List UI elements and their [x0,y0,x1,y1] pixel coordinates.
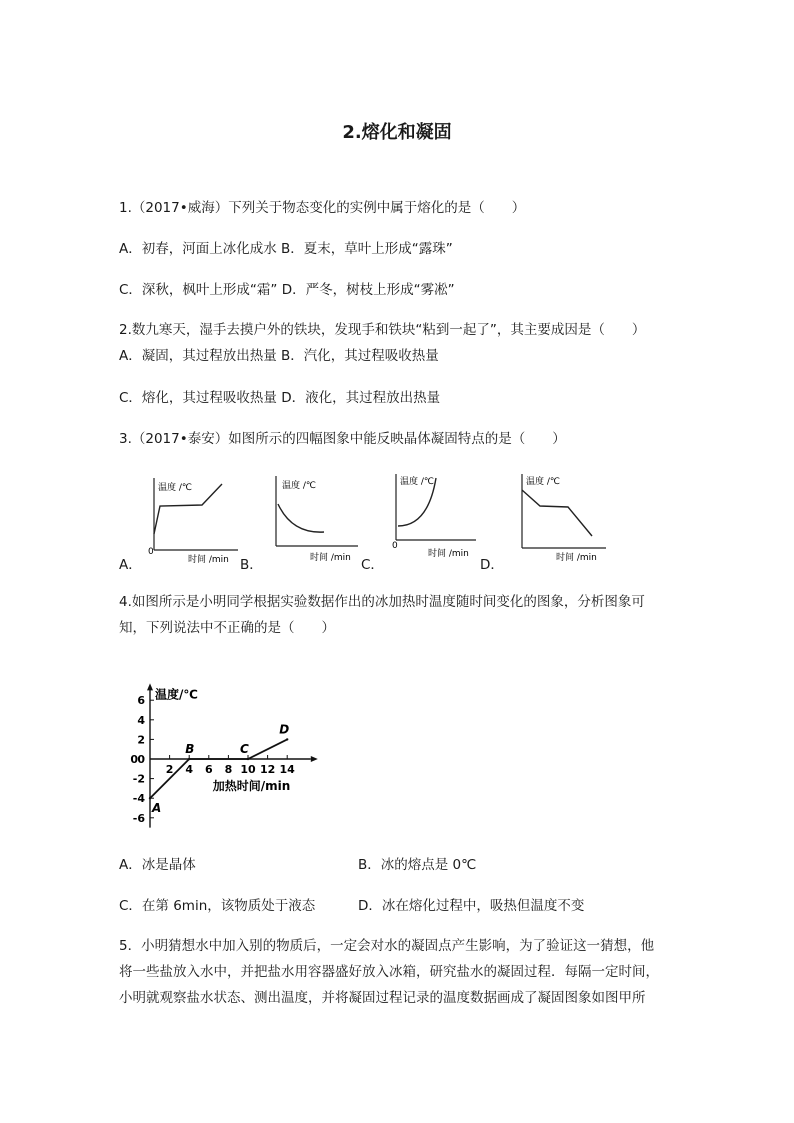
q4-point-label: D [279,722,290,737]
q4-x-tick-label: 2 [165,763,174,776]
q4-y-tick-label: 4 [137,713,145,727]
graph-c-origin: 0 [392,541,398,551]
q4-data-point [247,758,249,760]
q3-label-a: A． [119,557,142,573]
q4-x-tick-label: 14 [279,763,295,776]
q4-option-d: D．冰在熔化过程中，吸热但温度不变 [358,898,585,914]
q3-graph-a [140,472,240,564]
q4-origin-label: 0 [130,753,138,766]
graph-d-ylabel: 温度 /℃ [526,477,561,487]
q4-option-c: C．在第 6min，该物质处于液态 [119,898,316,914]
q3-label-c: C． [361,557,384,573]
q4-y-arrow [147,683,153,690]
q3-stem: 3.（2017•泰安）如图所示的四幅图象中能反映晶体凝固特点的是（ ） [119,431,566,447]
q4-point-label: C [240,742,249,756]
q5-line3: 小明就观察盐水状态、测出温度，并将凝固过程记录的温度数据画成了凝固图象如图甲所 [119,990,646,1006]
q4-x-tick-label: 12 [259,763,276,776]
graph-a-origin: 0 [148,547,154,557]
q4-data-point [188,758,190,760]
q2-stem: 2.数九寒天，湿手去摸户外的铁块，发现手和铁块“粘到一起了”，其主要成因是（ ） [119,322,646,338]
page-title: 2.熔化和凝固 [342,122,452,143]
q4-chart [110,670,340,830]
q4-y-tick-label: -6 [132,811,145,825]
q2-options-ab: A．凝固，其过程放出热量 B．汽化，其过程吸收热量 [119,348,439,364]
q3-graph-c [384,470,484,562]
graph-d-xlabel: 时间 /min [556,553,597,563]
q3-label-d: D． [480,557,504,573]
q1-options-ab: A．初春，河面上冰化成水 B．夏末，草叶上形成“露珠” [119,241,453,257]
q2-options-cd: C．熔化，其过程吸收热量 D．液化，其过程放出热量 [119,390,441,406]
q3-graph-d [510,470,610,564]
graph-c-xlabel: 时间 /min [428,549,469,559]
graph-a-xlabel: 时间 /min [188,555,229,564]
q4-x-tick-label: 6 [204,763,213,776]
q4-stem-line2: 知，下列说法中不正确的是（ ） [119,620,335,636]
graph-b-ylabel: 温度 /℃ [282,481,317,491]
q4-option-b: B．冰的熔点是 0℃ [358,857,477,873]
q4-stem-line1: 4.如图所示是小明同学根据实验数据作出的冰加热时温度随时间变化的图象，分析图象可 [119,594,645,610]
q5-line2: 将一些盐放入水中，并把盐水用容器盛好放入冰箱，研究盐水的凝固过程．每隔一定时间， [119,964,659,980]
q4-y-tick-label: 2 [137,733,145,747]
q4-x-tick-label: 8 [224,763,233,776]
q4-ylabel: 温度/℃ [155,687,198,702]
graph-a-ylabel: 温度 /℃ [158,483,193,493]
q1-options-cd: C．深秋，枫叶上形成“霜” D．严冬，树枝上形成“雾凇” [119,282,455,298]
graph-d-curve [522,490,592,536]
q4-point-label: B [185,742,195,756]
q4-x-arrow [311,756,318,762]
graph-c-ylabel: 温度 /℃ [400,477,435,487]
q4-option-a: A．冰是晶体 [119,857,196,873]
graph-b-xlabel: 时间 /min [310,553,351,563]
q4-y-tick-label: -4 [132,792,145,806]
q4-xlabel: 加热时间/min [212,779,291,793]
q3-label-b: B． [240,557,263,573]
q4-point-label: A [152,801,162,816]
q3-graph-b [262,472,362,564]
q4-x-tick-label: 10 [240,763,256,776]
q4-y-tick-label: 6 [137,694,145,708]
q4-data-point [149,797,151,799]
q4-y-tick-label: 0 [137,753,145,766]
q4-data-point [286,738,288,740]
q5-line1: 5．小明猜想水中加入别的物质后，一定会对水的凝固点产生影响，为了验证这一猜想，他 [119,938,655,954]
graph-b-curve [278,504,324,532]
q1-stem: 1.（2017•威海）下列关于物态变化的实例中属于熔化的是（ ） [119,200,526,216]
q4-y-tick-label: -2 [132,772,145,786]
q4-x-tick-label: 4 [185,763,194,776]
